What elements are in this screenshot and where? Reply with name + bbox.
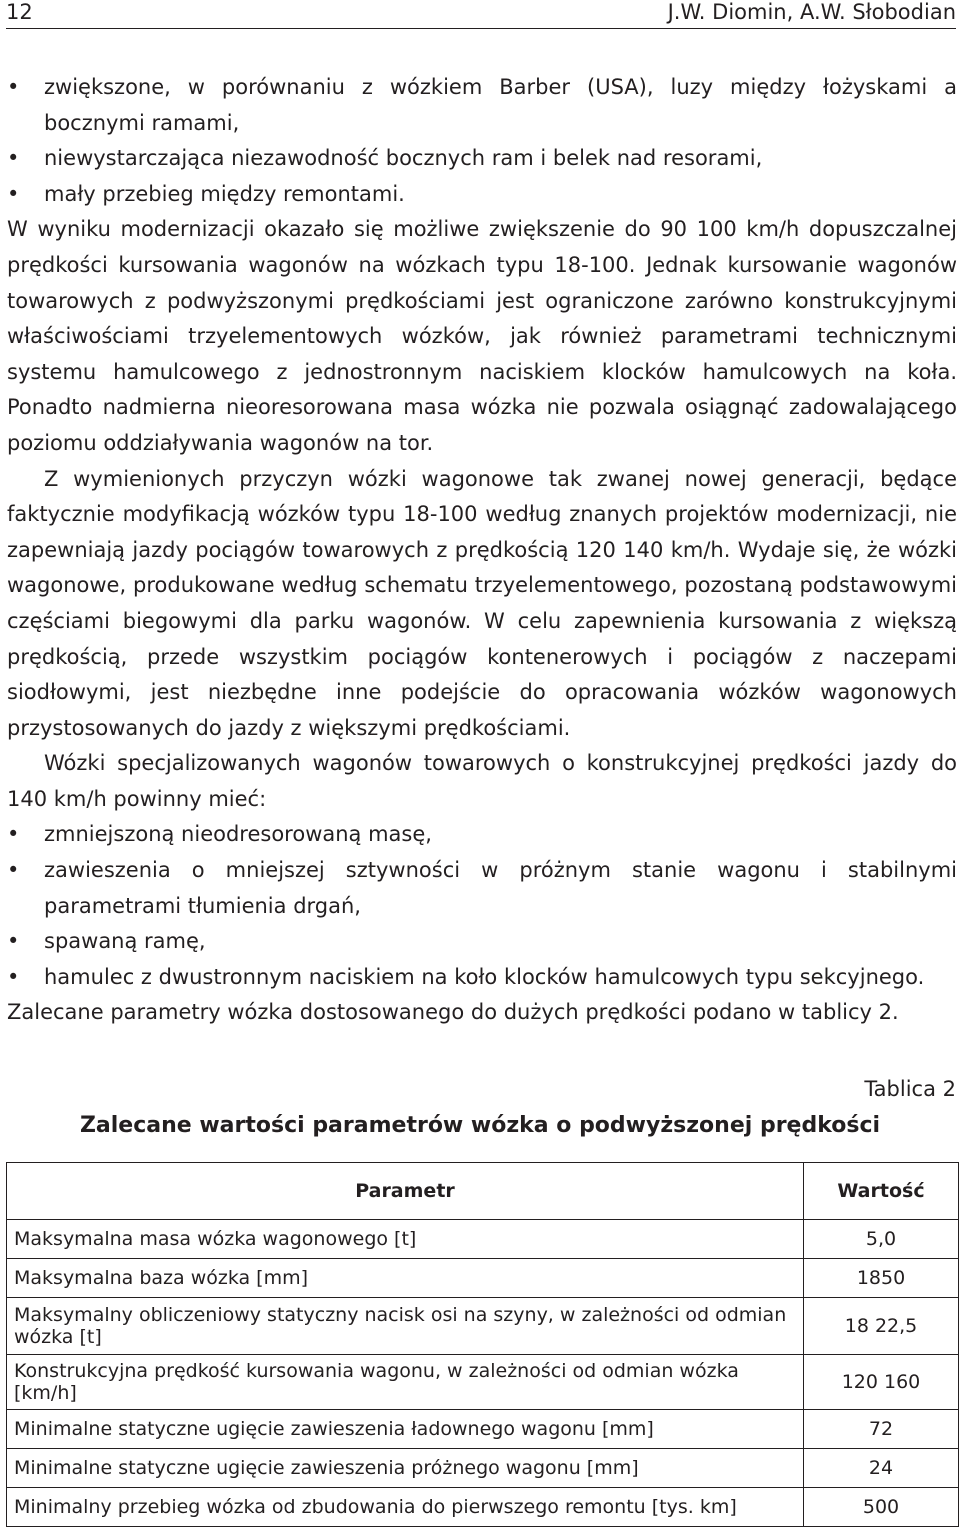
- paragraph-new-generation: Z wymienionych przyczyn wózki wagonowe tak zwanej nowej generacji, będące faktycznie modyfikacją wózków typu 18-100 według znanych projektów modernizacji, nie zapewniają jazdy pociągów towarowych z prędkością 120 140 km/h. Wydaje się, że wózki wagonowe, produkowane według schematu trzyelementowego, pozostaną podstawowymi częściami biegowymi dla parku wagonów. W celu zapewnienia kursowania z większą prędkością, przede wszystkim pociągów kontenerowych i pociągów z naczepami siodłowymi, jest niezbędne inne podejście do opracowania wózków wagonowych przystosowanych do jazdy z większymi prędkościami.: [7, 466, 957, 740]
- body-text: [7, 70, 957, 1031]
- value-cell: 500: [804, 1488, 959, 1527]
- page-number: 12: [6, 0, 33, 24]
- list-item: • niewystarczająca niezawodność bocznych ram i belek nad resorami,: [7, 141, 957, 177]
- value-cell: 1850: [804, 1259, 959, 1298]
- column-header-value: Wartość: [804, 1163, 959, 1220]
- list-item: • zawieszenia o mniejszej sztywności w próżnym stanie wagonu i stabilnymi parametrami tłumienia drgań,: [7, 853, 957, 924]
- parameter-cell: Maksymalna masa wózka wagonowego [t]: [7, 1220, 804, 1259]
- table-title-text: Zalecane wartości parametrów wózka o podwyższonej prędkości: [79, 1113, 881, 1138]
- requirements-list: [7, 817, 957, 995]
- parameter-cell: Minimalne statyczne ugięcie zawieszenia próżnego wagonu [mm]: [7, 1449, 804, 1488]
- table-row: [7, 1488, 959, 1527]
- list-item: • spawaną ramę,: [7, 924, 957, 960]
- page-header: [6, 0, 956, 29]
- column-header-parameter: Parametr: [7, 1163, 804, 1220]
- defects-list: [7, 70, 957, 212]
- table-label: Tablica 2: [864, 1077, 956, 1101]
- paragraph-requirements-intro: Wózki specjalizowanych wagonów towarowych o konstrukcyjnej prędkości jazdy do 140 km/h powinny mieć:: [7, 751, 957, 811]
- value-cell: 72: [804, 1410, 959, 1449]
- list-item: • zwiększone, w porównaniu z wózkiem Barber (USA), luzy między łożyskami a bocznymi ramami,: [7, 70, 957, 141]
- list-item: • hamulec z dwustronnym naciskiem na koło klocków hamulcowych typu sekcyjnego.: [7, 960, 957, 996]
- table-row: [7, 1259, 959, 1298]
- value-cell: 120 160: [804, 1355, 959, 1410]
- value-cell: 18 22,5: [804, 1298, 959, 1355]
- value-cell: 24: [804, 1449, 959, 1488]
- table-row: [7, 1449, 959, 1488]
- parameter-cell: Maksymalny obliczeniowy statyczny nacisk osi na szyny, w zależności od odmian wózka [t]: [7, 1298, 804, 1355]
- table-row: [7, 1410, 959, 1449]
- paragraph-table-reference: Zalecane parametry wózka dostosowanego do dużych prędkości podano w tablicy 2.: [7, 1000, 899, 1025]
- list-item: • mały przebieg między remontami.: [7, 177, 957, 213]
- running-title: J.W. Diomin, A.W. Słobodian: [667, 0, 956, 24]
- parameter-cell: Konstrukcyjna prędkość kursowania wagonu, w zależności od odmian wózka [km/h]: [7, 1355, 804, 1410]
- parameters-table: [6, 1162, 959, 1527]
- paragraph-modernization: W wyniku modernizacji okazało się możliwe zwiększenie do 90 100 km/h dopuszczalnej prędkości kursowania wagonów na wózkach typu 18-100. Jednak kursowanie wagonów towarowych z podwyższonymi prędkościami jest ograniczone zarówno konstrukcyjnymi właściwościami trzyelementowych wózków, jak również parametrami technicznymi systemu hamulcowego z jednostronnym naciskiem klocków hamulcowych na koła. Ponadto nadmierna nieoresorowana masa wózka nie pozwala osiągnąć zadowalającego poziomu oddziaływania wagonów na tor.: [7, 217, 957, 455]
- parameter-cell: Minimalne statyczne ugięcie zawieszenia ładownego wagonu [mm]: [7, 1410, 804, 1449]
- list-item: • zmniejszoną nieodresorowaną masę,: [7, 817, 957, 853]
- value-cell: 5,0: [804, 1220, 959, 1259]
- table-row: [7, 1298, 959, 1355]
- parameter-cell: Minimalny przebieg wózka od zbudowania do pierwszego remontu [tys. km]: [7, 1488, 804, 1527]
- parameter-cell: Maksymalna baza wózka [mm]: [7, 1259, 804, 1298]
- table-row: [7, 1220, 959, 1259]
- table-row: [7, 1355, 959, 1410]
- table-title: [0, 1113, 960, 1138]
- table-header-row: [7, 1163, 959, 1220]
